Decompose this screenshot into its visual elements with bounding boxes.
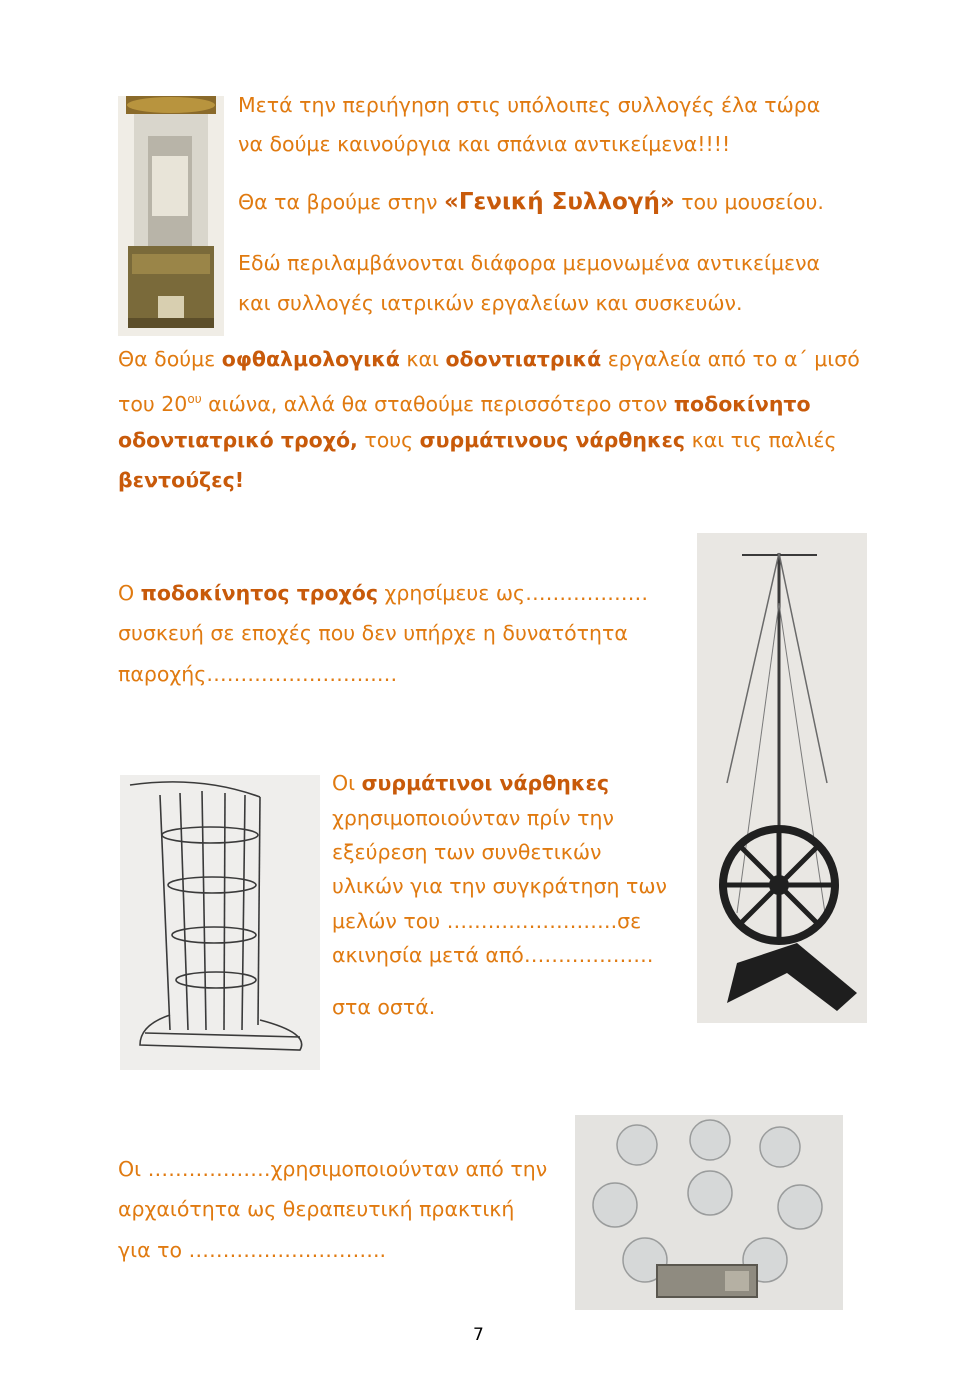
- para5-line-1: Οι ………………χρησιμοποιούνταν από την: [118, 1157, 548, 1181]
- intro-line-3-a: Θα τα βρούμε στην: [238, 190, 444, 214]
- para4-line-1: [332, 770, 609, 796]
- para2-line-3: [118, 427, 837, 453]
- general-collection-label: «Γενική Συλλογή»: [443, 189, 675, 215]
- intro-line-3: [238, 189, 824, 215]
- para4-line-7: στα οστά.: [332, 995, 436, 1019]
- cupping-glasses-photo: [575, 1115, 843, 1310]
- intro-line-3-c: του μουσείου.: [674, 190, 824, 214]
- para4-line-5: μελών του …………………….σε: [332, 909, 642, 933]
- intro-line-1: Μετά την περιήγηση στις υπόλοιπες συλλογές έλα τώρα: [238, 93, 821, 117]
- para3-l1-c: χρησίμευε ως………………: [378, 581, 649, 605]
- ophthalmology-term: οφθαλμολογικά: [221, 347, 400, 371]
- cupping-term: βεντούζες!: [118, 468, 245, 492]
- page-number: 7: [473, 1325, 484, 1345]
- para2-l2-sup: ου: [187, 392, 202, 406]
- para2-l3-d: και τις παλιές: [685, 428, 837, 452]
- wire-splints-term: συρμάτινους νάρθηκες: [419, 428, 686, 452]
- dental-wheel-photo: [697, 533, 867, 1023]
- intro-line-4: Εδώ περιλαμβάνονται διάφορα μεμονωμένα αντικείμενα: [238, 251, 821, 275]
- dental-wheel-term: οδοντιατρικό τροχό,: [118, 428, 358, 452]
- para3-line-1: [118, 580, 648, 606]
- para4-line-3: εξεύρεση των συνθετικών: [332, 840, 602, 864]
- foot-wheel-term: ποδοκίνητος τροχός: [140, 581, 378, 605]
- para5-line-2: αρχαιότητα ως θεραπευτική πρακτική: [118, 1197, 515, 1221]
- para3-line-2: συσκευή σε εποχές που δεν υπήρχε η δυνατότητα: [118, 621, 628, 645]
- lantern-photo: [118, 96, 224, 336]
- wire-splint-photo: [120, 775, 320, 1070]
- para3-line-3: παροχής…………………….…: [118, 662, 398, 686]
- para4-line-4: υλικών για την συγκράτηση των: [332, 874, 667, 898]
- para4-line-6: ακινησία μετά από……………….: [332, 943, 654, 967]
- para4-line-2: χρησιμοποιούνταν πρίν την: [332, 806, 614, 830]
- para3-l1-a: Ο: [118, 581, 141, 605]
- para2-l2-b: αιώνα, αλλά θα σταθούμε περισσότερο στον: [201, 391, 674, 416]
- para2-line-2: [118, 386, 811, 417]
- para4-l1-a: Οι: [332, 771, 362, 795]
- para2-line-1: [118, 346, 860, 372]
- para2-l2-a: του 20: [118, 391, 188, 416]
- dental-term: οδοντιατρικά: [445, 347, 602, 371]
- wire-splints-term-2: συρμάτινοι νάρθηκες: [361, 771, 610, 795]
- para5-line-3: για το ………………………..: [118, 1238, 387, 1262]
- para2-l1-c: και: [399, 347, 446, 371]
- para2-l3-b: τους: [357, 428, 420, 452]
- para2-l1-a: Θα δούμε: [118, 347, 222, 371]
- intro-line-2: να δούμε καινούργια και σπάνια αντικείμενα!!!!: [238, 132, 731, 156]
- intro-line-5: και συλλογές ιατρικών εργαλείων και συσκευών.: [238, 291, 743, 315]
- para2-l1-e: εργαλεία από το α΄ μισό: [601, 347, 860, 371]
- foot-pedal-term: ποδοκίνητο: [673, 391, 811, 416]
